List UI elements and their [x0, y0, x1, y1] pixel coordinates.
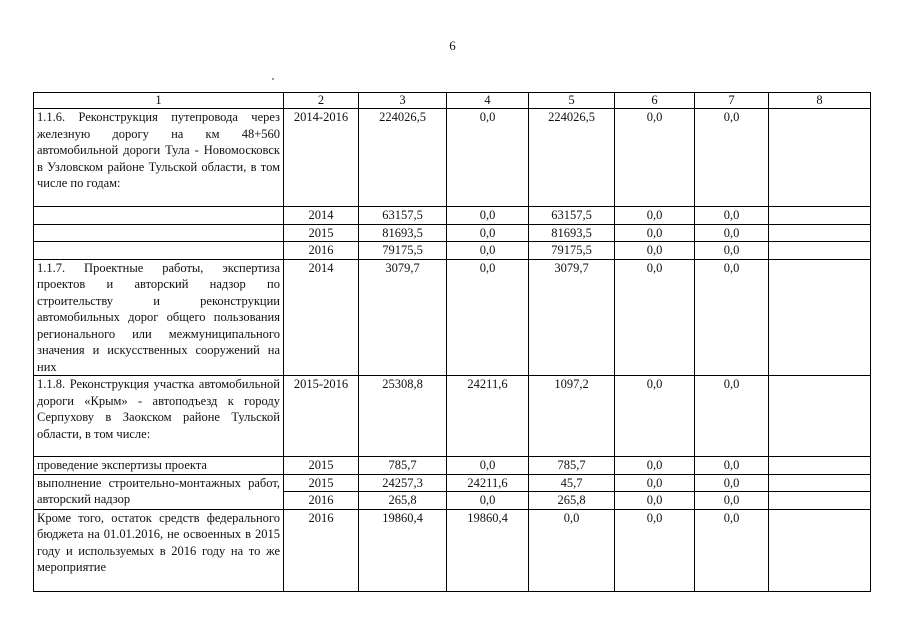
cell-col5: 785,7	[529, 457, 615, 475]
cell-col4: 0,0	[447, 207, 529, 225]
row-year: 2014-2016	[284, 109, 359, 207]
row-description: проведение экспертизы проекта	[34, 457, 284, 475]
cell-col5: 3079,7	[529, 259, 615, 376]
cell-col3: 63157,5	[359, 207, 447, 225]
row-year: 2015	[284, 224, 359, 242]
cell-col5: 0,0	[529, 509, 615, 591]
table-row	[34, 457, 871, 475]
scan-speck	[272, 78, 274, 80]
cell-col3: 24257,3	[359, 474, 447, 492]
cell-col8	[769, 457, 871, 475]
row-year: 2015	[284, 474, 359, 492]
cell-col3: 785,7	[359, 457, 447, 475]
cell-col3: 19860,4	[359, 509, 447, 591]
table-row	[34, 224, 871, 242]
row-year: 2015	[284, 457, 359, 475]
cell-col4: 0,0	[447, 457, 529, 475]
column-header: 5	[529, 93, 615, 109]
row-year: 2014	[284, 259, 359, 376]
cell-col8	[769, 242, 871, 260]
row-description: 1.1.7. Проектные работы, экспертиза проектов и авторский надзор по строительству и реконструкции автомобильных дорог общего пользования регионального или межмуниципального значения и искусственных сооружений на них	[34, 259, 284, 376]
cell-col6: 0,0	[615, 509, 695, 591]
column-header: 6	[615, 93, 695, 109]
row-description: 1.1.6. Реконструкция путепровода через железную дорогу на км 48+560 автомобильной дороги Тула - Новомосковск в Узловском районе Тульской области, в том числе по годам:	[34, 109, 284, 207]
cell-col8	[769, 224, 871, 242]
row-description	[34, 242, 284, 260]
cell-col6: 0,0	[615, 224, 695, 242]
row-description	[34, 224, 284, 242]
table-row	[34, 207, 871, 225]
cell-col5: 79175,5	[529, 242, 615, 260]
table-header-row	[34, 93, 871, 109]
cell-col6: 0,0	[615, 474, 695, 492]
column-header: 4	[447, 93, 529, 109]
cell-col4: 19860,4	[447, 509, 529, 591]
cell-col4: 0,0	[447, 224, 529, 242]
column-header: 2	[284, 93, 359, 109]
cell-col4: 24211,6	[447, 376, 529, 457]
table-row	[34, 259, 871, 376]
column-header: 1	[34, 93, 284, 109]
cell-col8	[769, 492, 871, 510]
budget-table	[33, 92, 871, 592]
cell-col8	[769, 474, 871, 492]
row-description: 1.1.8. Реконструкция участка автомобильной дороги «Крым» - автоподъезд к городу Серпухову в Заокском районе Тульской области, в том числе:	[34, 376, 284, 457]
cell-col5: 45,7	[529, 474, 615, 492]
cell-col8	[769, 207, 871, 225]
cell-col7: 0,0	[695, 492, 769, 510]
cell-col6: 0,0	[615, 242, 695, 260]
cell-col3: 224026,5	[359, 109, 447, 207]
row-year: 2016	[284, 509, 359, 591]
cell-col8	[769, 376, 871, 457]
cell-col4: 0,0	[447, 242, 529, 260]
cell-col7: 0,0	[695, 509, 769, 591]
cell-col6: 0,0	[615, 376, 695, 457]
cell-col6: 0,0	[615, 259, 695, 376]
cell-col3: 81693,5	[359, 224, 447, 242]
cell-col6: 0,0	[615, 109, 695, 207]
table-row	[34, 474, 871, 492]
cell-col7: 0,0	[695, 376, 769, 457]
cell-col4: 0,0	[447, 109, 529, 207]
cell-col3: 265,8	[359, 492, 447, 510]
table-row	[34, 109, 871, 207]
cell-col8	[769, 109, 871, 207]
row-year: 2016	[284, 492, 359, 510]
cell-col3: 79175,5	[359, 242, 447, 260]
column-header: 3	[359, 93, 447, 109]
cell-col3: 25308,8	[359, 376, 447, 457]
cell-col6: 0,0	[615, 492, 695, 510]
cell-col7: 0,0	[695, 242, 769, 260]
cell-col7: 0,0	[695, 109, 769, 207]
cell-col8	[769, 259, 871, 376]
row-year: 2016	[284, 242, 359, 260]
row-year: 2015-2016	[284, 376, 359, 457]
cell-col6: 0,0	[615, 207, 695, 225]
table-row	[34, 376, 871, 457]
row-description: выполнение строительно-монтажных работ, авторский надзор	[34, 474, 284, 509]
cell-col4: 0,0	[447, 492, 529, 510]
cell-col8	[769, 509, 871, 591]
cell-col7: 0,0	[695, 457, 769, 475]
cell-col3: 3079,7	[359, 259, 447, 376]
row-description	[34, 207, 284, 225]
cell-col5: 63157,5	[529, 207, 615, 225]
table-row	[34, 509, 871, 591]
cell-col7: 0,0	[695, 474, 769, 492]
cell-col4: 24211,6	[447, 474, 529, 492]
row-year: 2014	[284, 207, 359, 225]
table-row	[34, 242, 871, 260]
page-number: 6	[449, 38, 456, 53]
cell-col5: 1097,2	[529, 376, 615, 457]
row-description: Кроме того, остаток средств федерального бюджета на 01.01.2016, не освоенных в 2015 году и используемых в 2016 году на то же мероприятие	[34, 509, 284, 591]
cell-col7: 0,0	[695, 259, 769, 376]
column-header: 7	[695, 93, 769, 109]
column-header: 8	[769, 93, 871, 109]
cell-col5: 224026,5	[529, 109, 615, 207]
cell-col5: 81693,5	[529, 224, 615, 242]
cell-col6: 0,0	[615, 457, 695, 475]
cell-col7: 0,0	[695, 224, 769, 242]
cell-col4: 0,0	[447, 259, 529, 376]
cell-col5: 265,8	[529, 492, 615, 510]
cell-col7: 0,0	[695, 207, 769, 225]
